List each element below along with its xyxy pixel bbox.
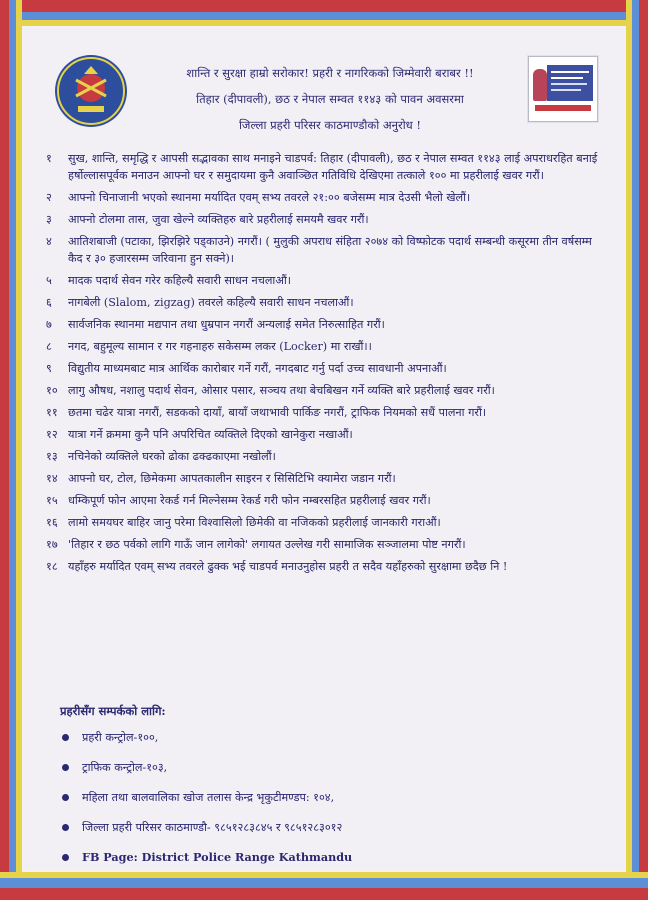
list-item <box>46 189 602 206</box>
notice-header <box>140 60 520 138</box>
notice-poster-icon <box>528 56 598 122</box>
border-left-red <box>0 0 9 900</box>
border-right-blue <box>632 0 639 900</box>
item-text: नचिनेको व्यक्तिले घरको ढोका ढक्ढकाएमा नखोलौं। <box>68 450 276 463</box>
list-item <box>46 316 602 333</box>
header-request: जिल्ला प्रहरी परिसर काठमाण्डौको अनुरोध ! <box>238 118 422 132</box>
contact-item-facebook <box>60 850 580 865</box>
list-item <box>46 426 602 443</box>
contact-item-women-children <box>60 790 580 805</box>
item-number: ११ <box>46 406 58 419</box>
contact-text: महिला तथा बालवालिका खोज तलास केन्द्र भृकुटीमण्डप: १०४, <box>82 791 335 804</box>
contact-text: जिल्ला प्रहरी परिसर काठमाण्डौ- ९८५१२८३८४५ र ९८५१२८३०१२ <box>82 821 343 834</box>
list-item <box>46 404 602 421</box>
contact-text: प्रहरी कन्ट्रोल-१००, <box>82 731 159 744</box>
contact-item-district-police <box>60 820 580 835</box>
border-top-yellow <box>0 20 648 26</box>
list-item <box>46 211 602 228</box>
contact-item-traffic-control <box>60 760 580 775</box>
item-number: ८ <box>46 340 52 353</box>
border-bottom-red <box>0 888 648 900</box>
bullet-dot-icon <box>62 824 69 831</box>
item-number: ७ <box>46 318 52 331</box>
list-item <box>46 360 602 377</box>
item-number: ३ <box>46 213 52 226</box>
contact-list <box>60 730 580 880</box>
request-list <box>46 150 602 580</box>
item-text: आफ्नो घर, टोल, छिमेकमा आपतकालीन साइरन र सिसिटिभि क्यामेरा जडान गरौं। <box>68 472 396 485</box>
list-item <box>46 536 602 553</box>
nepal-police-emblem-icon <box>54 54 128 128</box>
list-item <box>46 470 602 487</box>
item-number: ४ <box>46 235 52 248</box>
item-number: २ <box>46 191 52 204</box>
item-text: मादक पदार्थ सेवन गरेर कहिल्यै सवारी साधन नचलाऔं। <box>68 274 292 287</box>
item-text: आफ्नो चिनाजानी भएको स्थानमा मर्यादित एवम् सभ्य तवरले २१:०० बजेसम्म मात्र देउसी भैलो खेलौं। <box>68 191 471 204</box>
item-text: धम्किपूर्ण फोन आएमा रेकर्ड गर्न मिल्नेसम्म रेकर्ड गरी फोन नम्बरसहित प्रहरीलाई खवर गरौं। <box>68 494 431 507</box>
list-item <box>46 233 602 267</box>
item-number: १५ <box>46 494 58 507</box>
list-item <box>46 272 602 289</box>
item-number: ६ <box>46 296 52 309</box>
item-number: ९ <box>46 362 52 375</box>
item-text: आफ्नो टोलमा तास, जुवा खेल्ने व्यक्तिहरु बारे प्रहरीलाई समयमै खवर गरौं। <box>68 213 369 226</box>
border-left-blue <box>9 0 16 900</box>
item-text: नागबेली (Slalom, zigzag) तवरले कहिल्यै सवारी साधन नचलाऔं। <box>68 296 354 309</box>
bullet-dot-icon <box>62 734 69 741</box>
item-number: ५ <box>46 274 52 287</box>
item-text: 'तिहार र छठ पर्वको लागि गाऊँ जान लागेको' लगायत उल्लेख गरी सामाजिक सञ्जालमा पोष्ट नगरौं। <box>68 538 466 551</box>
item-text: सुख, शान्ति, समृद्धि र आपसी सद्भावका साथ मनाइने चाडपर्व: तिहार (दीपावली), छठ र नेपाल सम्वत ११४३ लाई अपराधरहित बनाई हर्षोल्लासपूर्वक मनाउन आफ्नो घर र समुदायमा कुनै अवाञ्छित गतिविधि देखिएमा तत्काले १०० मा प्रहरीलाई खवर गरौं। <box>68 152 598 182</box>
contact-text: FB Page: District Police Range Kathmandu <box>82 850 353 864</box>
header-slogan: शान्ति र सुरक्षा हाम्रो सरोकार! प्रहरी र नागरिकको जिम्मेवारी बराबर !! <box>186 66 474 80</box>
contact-heading: प्रहरीसँग सम्पर्कको लागि: <box>60 704 166 718</box>
item-number: १४ <box>46 472 58 485</box>
item-text: सार्वजनिक स्थानमा मद्यपान तथा धुम्रपान नगरौं अन्यलाई समेत निरुत्साहित गरौं। <box>68 318 385 331</box>
contact-text: ट्राफिक कन्ट्रोल-१०३, <box>82 761 168 774</box>
list-item <box>46 514 602 531</box>
item-text: आतिशबाजी (पटाका, झिरझिरे पड्काउने) नगरौं। ( मुलुकी अपराध संहिता २०७४ को विष्फोटक पदार्थ सम्बन्धी कसूरमा तीन वर्षसम्म कैद र ३० हजारसम्म जरिवाना हुन सक्ने)। <box>68 235 592 265</box>
list-item <box>46 382 602 399</box>
item-number: १६ <box>46 516 58 529</box>
item-text: लागु औषध, नशालु पदार्थ सेवन, ओसार पसार, सञ्चय तथा बेचबिखन गर्ने व्यक्ति बारे प्रहरीलाई खवर गरौं। <box>68 384 495 397</box>
list-item <box>46 150 602 184</box>
border-right-yellow <box>626 0 632 900</box>
item-number: १८ <box>46 560 58 573</box>
item-text: लामो समयघर बाहिर जानु परेमा विश्वासिलो छिमेकी वा नजिकको प्रहरीलाई जानकारी गराऔं। <box>68 516 441 529</box>
list-item <box>46 558 602 575</box>
item-text: छतमा चढेर यात्रा नगरौं, सडकको दायाँ, बायाँ जथाभावी पार्किङ नगरौं, ट्राफिक नियमको सधैं पालना गरौं। <box>68 406 487 419</box>
list-item <box>46 294 602 311</box>
item-text: नगद, बहुमूल्य सामान र गर गहनाहरु सकेसम्म लकर (Locker) मा राखौं।। <box>68 340 372 353</box>
item-number: १ <box>46 152 52 165</box>
item-text: विद्युतीय माध्यमबाट मात्र आर्थिक कारोबार गर्ने गरौं, नगदबाट गर्नु पर्दा उच्च सावधानी अपनाऔं। <box>68 362 447 375</box>
list-item <box>46 448 602 465</box>
border-right-red <box>639 0 648 900</box>
border-top-blue <box>0 12 648 20</box>
item-number: १२ <box>46 428 58 441</box>
header-occasion: तिहार (दीपावली), छठ र नेपाल सम्वत ११४३ को पावन अवसरमा <box>196 92 464 106</box>
item-number: १७ <box>46 538 58 551</box>
item-number: १० <box>46 384 58 397</box>
bullet-dot-icon <box>62 794 69 801</box>
item-text: यहाँहरु मर्यादित एवम् सभ्य तवरले ढुक्क भई चाडपर्व मनाउनुहोस प्रहरी त सदैव यहाँहरुको सुरक्षामा छदैछ नि ! <box>68 560 508 573</box>
bullet-dot-icon <box>62 764 69 771</box>
contact-item-police-control <box>60 730 580 745</box>
border-top-red <box>0 0 648 12</box>
list-item <box>46 338 602 355</box>
bullet-dot-icon <box>62 854 69 861</box>
list-item <box>46 492 602 509</box>
item-number: १३ <box>46 450 58 463</box>
item-text: यात्रा गर्ने क्रममा कुनै पनि अपरिचित व्यक्तिले दिएको खानेकुरा नखाऔं। <box>68 428 353 441</box>
border-left-yellow <box>16 0 22 900</box>
